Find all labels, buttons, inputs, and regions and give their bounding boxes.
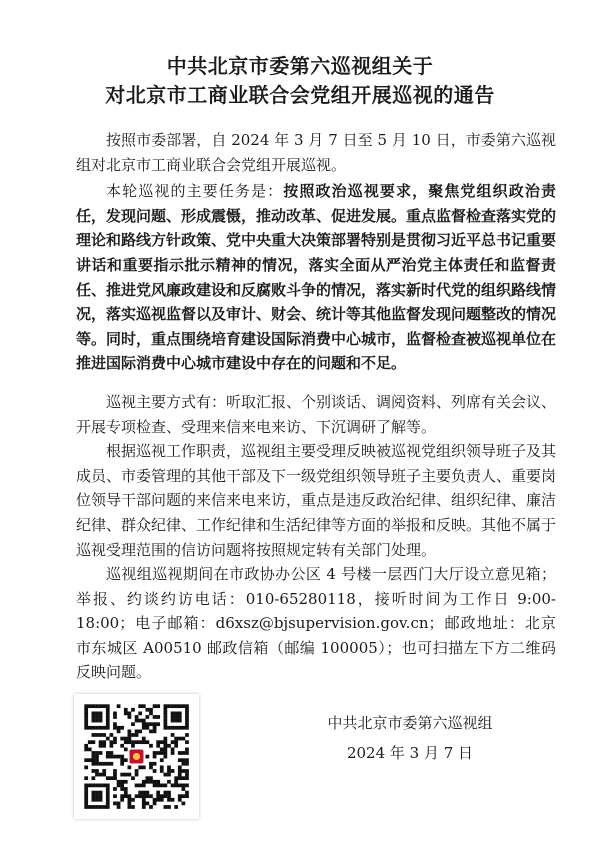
- tasks-bold: 按照政治巡视要求，聚焦党组织政治责任，发现问题、形成震慑，推动改革、促进发展。重点监督检查落实党的理论和路线方针政策、党中央重大决策部署特别是贯彻习近平总书记重要讲话和重要指示批示精神的情况，落实全面从严治党主体责任和监督责任、推进党风廉政建设和反腐败斗争的情况，落实新时代党的组织路线情况，落实巡视监督以及审计、财会、统计等其他监督发现问题整改的情况等。同时，重点围绕培育建设国际消费中心城市，监督检查被巡视单位在推进国际消费中心城市建设中存在的问题和不足。: [76, 182, 557, 373]
- title-line-1: 中共北京市委第六巡视组关于: [166, 54, 434, 78]
- paragraph-scope: 根据巡视工作职责，巡视组主要受理反映被巡视党组织领导班子及其成员、市委管理的其他干部及下一级党组织领导班子主要负责人、重要岗位领导干部问题的来信来电来访，重点是违反政治纪律、组织纪律、廉洁纪律、群众纪律、工作纪律和生活纪律等方面的举报和反映。其他不属于巡视受理范围的信访问题将按照规定转有关部门处理。: [76, 442, 557, 559]
- paragraph-schedule: 按照市委部署，自 2024 年 3 月 7 日至 5 月 10 日，市委第六巡视组对北京市工商业联合会党组开展巡视。: [76, 131, 556, 174]
- signature-date: 2024 年 3 月 7 日: [346, 744, 474, 762]
- signature-block: [320, 708, 500, 768]
- notice-body: [76, 128, 556, 685]
- paragraph-tasks: [76, 179, 556, 376]
- signature-org: 中共北京市委第六巡视组: [327, 714, 493, 732]
- notice-title: [0, 52, 600, 110]
- qr-code-image[interactable]: [74, 694, 199, 819]
- qr-code-icon: [74, 694, 199, 819]
- title-line-2: 对北京市工商业联合会党组开展巡视的通告: [105, 83, 495, 107]
- tasks-lead: 本轮巡视的主要任务是：: [106, 182, 284, 201]
- paragraph-contact: 巡视组巡视期间在市政协办公区 4 号楼一层西门大厅设立意见箱；举报、约谈约访电话：010-65280118，接听时间为工作日 9:00-18:00；电子邮箱：d6xsz@bjsupervision.gov.cn；邮政地址：北京市东城区 A00510 邮政信箱（邮编 100005）；也可扫描左下方二维码反映问题。: [76, 565, 557, 682]
- paragraph-methods: 巡视主要方式有：听取汇报、个别谈话、调阅资料、列席有关会议、开展专项检查、受理来信来电来访、下沉调研了解等。: [76, 392, 557, 436]
